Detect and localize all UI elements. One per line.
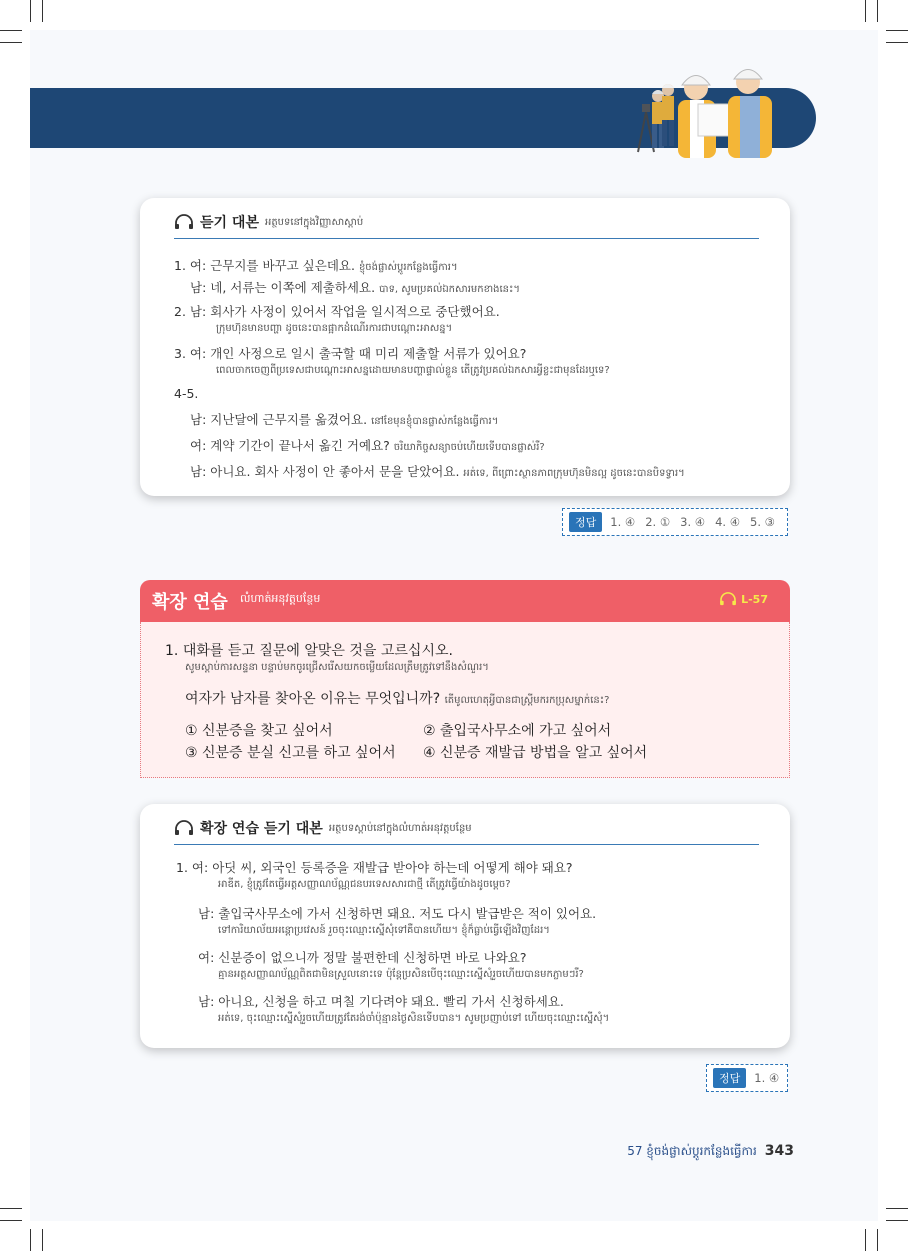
page-number: 343 bbox=[764, 1143, 794, 1159]
practice-title: 확장 연습 bbox=[152, 592, 228, 613]
answer-key bbox=[706, 1064, 788, 1092]
option-4[interactable]: ④ 신분증 재발급 방법을 알고 싶어서 bbox=[423, 745, 648, 761]
script-translation: ទៅការិយាល័យអន្តោប្រវេសន៍ រួចចុះឈ្មោះស្នើសុំទៅគឺបានហើយ។ ខ្ញុំក៏ធ្លាប់ធ្វើឡើងវិញដែរ។ bbox=[218, 925, 550, 936]
worker-illustration bbox=[628, 52, 788, 164]
option-1[interactable]: ① 신분증을 찾고 싶어서 bbox=[185, 723, 333, 739]
practice-instruction: 1. 대화를 듣고 질문에 알맞은 것을 고르십시오. bbox=[165, 643, 453, 659]
answer-key bbox=[562, 508, 788, 536]
answer-value: 5. ③ bbox=[750, 515, 775, 529]
answer-label: 정답 bbox=[713, 1068, 746, 1088]
script-line: 남: 아니요. 회사 사정이 안 좋아서 문을 닫았어요. អត់ទេ, ពីព្រោះស្ថានភាពក្រុមហ៊ុនមិនល្អ ដូចនេះបានបិទទ្វារ។ bbox=[190, 464, 685, 479]
answer-value: 1. ④ bbox=[610, 515, 636, 529]
script-translation: ពេលចាកចេញពីប្រទេសជាបណ្ដោះអាសន្នដោយមានបញ្ហាផ្ទាល់ខ្លួន តើត្រូវប្រគល់ឯកសារអ្វីខ្លះជាមុនដែរឬទេ? bbox=[216, 365, 610, 376]
script-title-km: អត្ថបទស្ដាប់នៅក្នុងលំហាត់អនុវត្តបន្ថែម bbox=[328, 822, 472, 834]
script-line: 1. 여: 근무지를 바꾸고 싶은데요. ខ្ញុំចង់ផ្លាស់ប្ដូរកន្លែងធ្វើការ។ bbox=[174, 258, 458, 273]
script-translation: គ្មានអត្តសញ្ញាណប័ណ្ណពិតជាមិនស្រួលនោះទេ ប៉ុន្តែប្រសិនបើចុះឈ្មោះស្នើសុំរួចហើយបានមកភ្លាមៗរឺ? bbox=[218, 969, 584, 980]
script-translation: អត់ទេ, ចុះឈ្មោះស្នើសុំរួចហើយត្រូវតែរង់ចាំប៉ុន្មានថ្ងៃសិនទើបបាន។ សូមប្រញាប់ទៅ ហើយចុះឈ្មោះស្នើសុំ។ bbox=[218, 1013, 610, 1024]
script-line-number: 4-5. bbox=[174, 386, 199, 401]
card-header bbox=[174, 212, 363, 232]
script-line: 남: 지난달에 근무지를 옮겼어요. នៅខែមុនខ្ញុំបានផ្លាស់កន្លែងធ្វើការ។ bbox=[190, 412, 499, 427]
script-translation: អាឌីត, ខ្ញុំត្រូវតែធ្វើអត្តសញ្ញាណប័ណ្ណជនបរទេសសារជាថ្មី តើត្រូវធ្វើយ៉ាងដូចម្ដេច? bbox=[218, 879, 511, 890]
headphones-icon bbox=[174, 214, 194, 230]
audio-code: L-57 bbox=[741, 592, 768, 606]
answer-value: 1. ④ bbox=[754, 1071, 780, 1085]
script-title: 확장 연습 듣기 대본 bbox=[200, 821, 323, 837]
listening-script-card bbox=[140, 198, 790, 496]
practice-header bbox=[140, 580, 790, 622]
answer-value: 4. ④ bbox=[715, 515, 741, 529]
chapter-title: 57 ខ្ញុំចង់ផ្លាស់ប្ដូរកន្លែងធ្វើការ bbox=[627, 1144, 757, 1158]
script-line: 남: 아니요, 신청을 하고 며칠 기다려야 돼요. 빨리 가서 신청하세요. bbox=[198, 994, 564, 1009]
card-header bbox=[174, 818, 472, 838]
practice-question: 여자가 남자를 찾아온 이유는 무엇입니까? តើមូលហេតុអ្វីបានជាស្ត្រីមករកប្រុសម្នាក់នេះ? bbox=[185, 691, 610, 707]
practice-title-km: លំហាត់អនុវត្តបន្ថែម bbox=[240, 592, 321, 605]
script-title-km: អត្ថបទនៅក្នុងវិញ្ញាសាស្ដាប់ bbox=[264, 216, 364, 228]
answer-value: 2. ① bbox=[645, 515, 671, 529]
script-line: 여: 신분증이 없으니까 정말 불편한데 신청하면 바로 나와요? bbox=[198, 950, 527, 965]
page-footer bbox=[627, 1143, 794, 1161]
headphones-icon bbox=[719, 592, 737, 606]
script-title: 듣기 대본 bbox=[200, 215, 259, 231]
answer-value: 3. ④ bbox=[680, 515, 706, 529]
practice-instruction-km: សូមស្ដាប់ការសន្ទនា បន្ទាប់មកចូរជ្រើសរើសយកចម្លើយដែលត្រឹមត្រូវទៅនឹងសំណួរ។ bbox=[185, 662, 489, 673]
script-line: 남: 네, 서류는 이쪽에 제출하세요. បាទ, សូមប្រគល់ឯកសារមកខាងនេះ។ bbox=[190, 280, 520, 295]
practice-body bbox=[140, 622, 790, 778]
answer-label: 정답 bbox=[569, 512, 602, 532]
audio-track[interactable] bbox=[719, 592, 768, 606]
option-2[interactable]: ② 출입국사무소에 가고 싶어서 bbox=[423, 723, 612, 739]
script-line: 2. 남: 회사가 사정이 있어서 작업을 일시적으로 중단했어요. bbox=[174, 304, 500, 319]
script-line: 1. 여: 아딧 씨, 외국인 등록증을 재발급 받아야 하는데 어떻게 해야 돼요? bbox=[176, 860, 573, 875]
script-line: 여: 계약 기간이 끝나서 옮긴 거예요? ចរិយាកិច្ចសន្យាចប់ហើយទើបបានផ្លាស់រឺ? bbox=[190, 438, 545, 453]
header-rule bbox=[174, 844, 759, 845]
script-translation: ក្រុមហ៊ុនមានបញ្ហា ដូចនេះបានផ្អាកដំណើរការជាបណ្ដោះអាសន្ន។ bbox=[216, 323, 453, 334]
script-line: 남: 출입국사무소에 가서 신청하면 돼요. 저도 다시 발급받은 적이 있어요. bbox=[198, 906, 597, 921]
script-line: 3. 여: 개인 사정으로 일시 출국할 때 미리 제출할 서류가 있어요? bbox=[174, 346, 527, 361]
option-3[interactable]: ③ 신분증 분실 신고를 하고 싶어서 bbox=[185, 745, 396, 761]
header-rule bbox=[174, 238, 759, 239]
headphones-icon bbox=[174, 820, 194, 836]
practice-script-card bbox=[140, 804, 790, 1048]
